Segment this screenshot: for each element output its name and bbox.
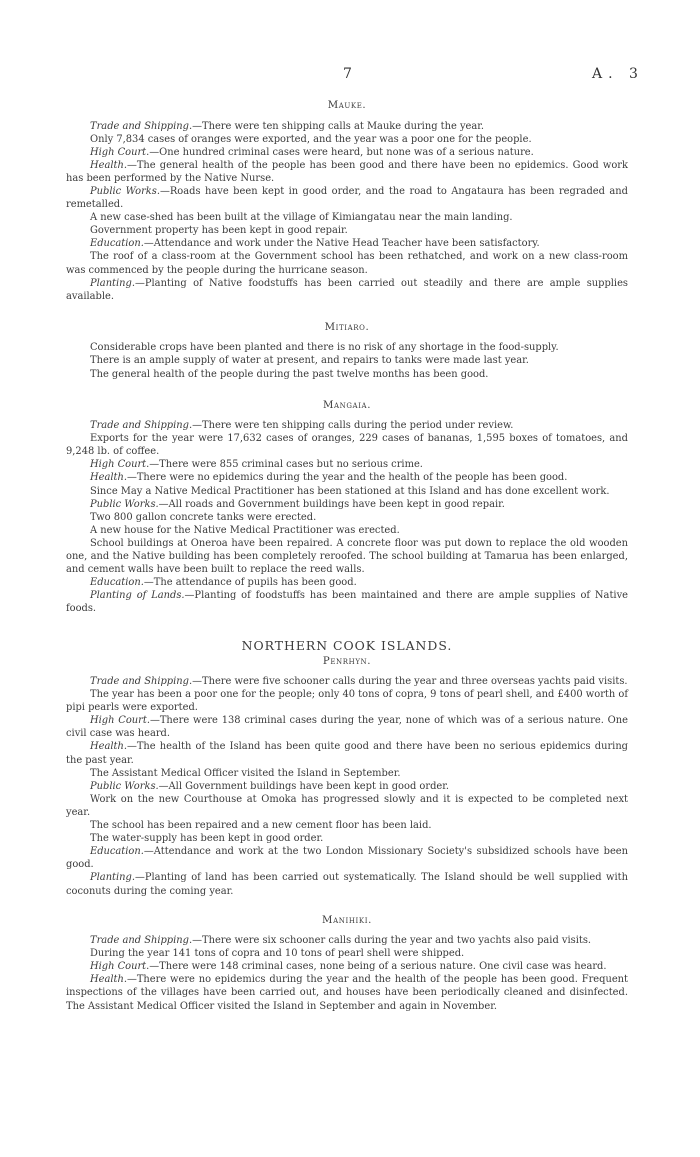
paragraph-label: Health. — [90, 974, 127, 986]
paragraph-text: Work on the new Courthouse at Omoka has progressed slowly and it is expected to be completed next year. — [66, 793, 628, 818]
paragraph — [66, 767, 628, 780]
section-spacer — [66, 303, 628, 321]
paragraph — [66, 819, 628, 832]
paragraph — [66, 341, 628, 354]
paragraph-text: —The general health of the people has been good and there have been no epidemics. Good work has been performed by the Native Nurse. — [66, 159, 628, 184]
paragraph-text: The roof of a class-room at the Government school has been rethatched, and work on a new class-room was commenced by the people during the hurricane season. — [66, 251, 628, 276]
paragraph — [66, 250, 628, 276]
paragraph-text: A new case-shed has been built at the village of Kimiangatau near the main landing. — [90, 212, 513, 224]
paragraph — [66, 688, 628, 714]
paragraph-text: —Planting of land has been carried out systematically. The Island should be well supplied with coconuts during the coming year. — [66, 872, 628, 897]
paragraph-label: Health. — [90, 741, 127, 753]
paragraph-label: High Court. — [90, 715, 150, 727]
paragraph-text: School buildings at Oneroa have been repaired. A concrete floor was put down to replace the old wooden one, and the Native building has been completely reroofed. The school building at Tamarua has been enlarged, and cement walls have been built to replace the reed walls. — [66, 537, 628, 576]
paragraph — [66, 714, 628, 740]
paragraph — [66, 871, 628, 897]
paragraph — [66, 960, 628, 973]
paragraph-label: Planting of Lands. — [90, 590, 185, 602]
paragraph — [66, 498, 628, 511]
paragraph — [66, 368, 628, 381]
paragraph — [66, 211, 628, 224]
paragraph — [66, 471, 628, 484]
section-title-mangaia: Mangaia. — [322, 399, 372, 411]
paragraph-text: There is an ample supply of water at present, and repairs to tanks were made last year. — [90, 355, 529, 367]
paragraph-text: Only 7,834 cases of oranges were exported, and the year was a poor one for the people. — [90, 133, 532, 145]
paragraph — [66, 133, 628, 146]
paragraph — [66, 576, 628, 589]
paragraph — [66, 524, 628, 537]
section-title-northern-cook-islands: NORTHERN COOK ISLANDS. — [241, 637, 453, 653]
page-number: 7 — [343, 66, 352, 82]
paragraph-text: —Planting of Native foodstuffs has been carried out steadily and there are ample supplies available. — [66, 277, 628, 302]
paragraph — [66, 432, 628, 458]
document-reference: A. 3 — [592, 66, 644, 82]
section-title-mitiaro: Mitiaro. — [324, 321, 370, 333]
paragraph — [66, 419, 628, 432]
paragraph-label: Trade and Shipping. — [90, 935, 193, 947]
paragraph-text: —The health of the Island has been quite good and there have been no serious epidemics during the past year. — [66, 741, 628, 766]
paragraph-text: —There were ten shipping calls at Mauke during the year. — [192, 120, 485, 132]
paragraph — [66, 185, 628, 211]
paragraph-text: —Roads have been kept in good order, and the road to Angataura has been regraded and remetalled. — [66, 185, 628, 211]
paragraph — [66, 458, 628, 471]
paragraph-label: Public Works. — [90, 498, 159, 510]
paragraph-text: The water-supply has been kept in good order. — [90, 833, 324, 845]
paragraph-label: Trade and Shipping. — [90, 676, 193, 687]
paragraph-text: —There were 138 criminal cases during the year, none of which was of a serious nature. One civil case was heard. — [66, 715, 628, 740]
paragraph-text: The general health of the people during the past twelve months has been good. — [90, 368, 489, 380]
paragraph — [66, 793, 628, 819]
paragraph-label: Health. — [90, 159, 127, 171]
paragraph-text: —There were five schooner calls during the year and three overseas yachts paid visits. — [192, 676, 628, 687]
paragraph-label: High Court. — [90, 961, 150, 973]
paragraph — [66, 832, 628, 845]
section-title-mauke: Mauke. — [327, 100, 367, 111]
paragraph-label: Health. — [90, 472, 127, 484]
paragraph — [66, 947, 628, 960]
paragraph-label: Education. — [90, 238, 144, 250]
section-spacer — [66, 898, 628, 914]
paragraph-label: Public Works. — [90, 185, 160, 197]
paragraph — [66, 780, 628, 793]
paragraph-label: Planting. — [90, 277, 135, 289]
paragraph-text: —All roads and Government buildings have been kept in good repair. — [158, 498, 505, 510]
paragraph — [66, 740, 628, 766]
paragraph — [66, 237, 628, 250]
paragraph — [66, 973, 628, 1012]
paragraph — [66, 224, 628, 237]
paragraph-text: Since May a Native Medical Practitioner has been stationed at this Island and has done excellent work. — [90, 485, 610, 497]
paragraph-label: Education. — [90, 846, 144, 858]
paragraph-text: During the year 141 tons of copra and 10 tons of pearl shell were shipped. — [90, 948, 465, 960]
paragraph-text: The year has been a poor one for the people; only 40 tons of copra, 9 tons of pearl shell, and £400 worth of pipi pearls were exported. — [66, 689, 628, 714]
paragraph-text: —One hundred criminal cases were heard, but none was of a serious nature. — [149, 146, 534, 158]
paragraph-text: A new house for the Native Medical Practitioner was erected. — [90, 524, 400, 536]
paragraph — [66, 511, 628, 524]
paragraph-text: —There were no epidemics during the year and the health of the people has been good. — [126, 472, 568, 484]
paragraph-label: Planting. — [90, 872, 135, 884]
paragraph — [66, 159, 628, 185]
body-column — [66, 99, 628, 1013]
paragraph-text: —Planting of foodstuffs has been maintained and there are ample supplies of Native foods. — [66, 590, 628, 615]
paragraph-text: Two 800 gallon concrete tanks were erected. — [90, 511, 317, 523]
paragraph — [66, 845, 628, 871]
paragraph-text: —All Government buildings have been kept in good order. — [158, 780, 450, 792]
paragraph — [66, 934, 628, 947]
paragraph-text: —There were 148 criminal cases, none being of a serious nature. One civil case was heard. — [149, 961, 607, 973]
paragraph — [66, 675, 628, 688]
paragraph-label: Trade and Shipping. — [90, 420, 193, 432]
section-title-penrhyn: Penrhyn. — [322, 655, 372, 667]
paragraph — [66, 485, 628, 498]
paragraph-text: The Assistant Medical Officer visited the Island in September. — [90, 767, 401, 779]
paragraph — [66, 146, 628, 159]
section-spacer — [66, 381, 628, 399]
paragraph — [66, 589, 628, 615]
paragraph-text: —There were no epidemics during the year and the health of the people has been good. Frequent inspections of the villages have been carried out, and houses have been periodically cleaned and disinfected. The Assistant Medical Officer visited the Island in September and again in November. — [66, 974, 628, 1012]
paragraph-label: Trade and Shipping. — [90, 120, 193, 132]
paragraph-text: —The attendance of pupils has been good. — [143, 577, 357, 589]
paragraph-label: High Court. — [90, 459, 150, 471]
paragraph-text: The school has been repaired and a new cement floor has been laid. — [90, 820, 432, 832]
section-title-manihiki: Manihiki. — [322, 914, 372, 926]
paragraph-text: —There were 855 criminal cases but no serious crime. — [149, 459, 423, 471]
paragraph — [66, 120, 628, 133]
paragraph-label: Public Works. — [90, 780, 159, 792]
paragraph — [66, 537, 628, 576]
paragraph-text: Government property has been kept in good repair. — [90, 225, 348, 237]
paragraph — [66, 354, 628, 367]
paragraph-text: Considerable crops have been planted and there is no risk of any shortage in the food-supply. — [90, 342, 559, 354]
paragraph-label: High Court. — [90, 146, 150, 158]
paragraph-text: —There were ten shipping calls during the period under review. — [192, 420, 514, 432]
paragraph-text: —There were six schooner calls during the year and two yachts also paid visits. — [192, 935, 592, 947]
paragraph-text: —Attendance and work at the two London Missionary Society's subsidized schools have been good. — [66, 846, 628, 871]
paragraph-label: Education. — [90, 577, 144, 589]
section-spacer — [66, 616, 628, 638]
paragraph-text: Exports for the year were 17,632 cases of oranges, 229 cases of bananas, 1,595 boxes of tomatoes, and 9,248 lb. of coffee. — [66, 433, 628, 458]
paragraph — [66, 277, 628, 303]
paragraph-text: —Attendance and work under the Native Head Teacher have been satisfactory. — [143, 238, 540, 250]
